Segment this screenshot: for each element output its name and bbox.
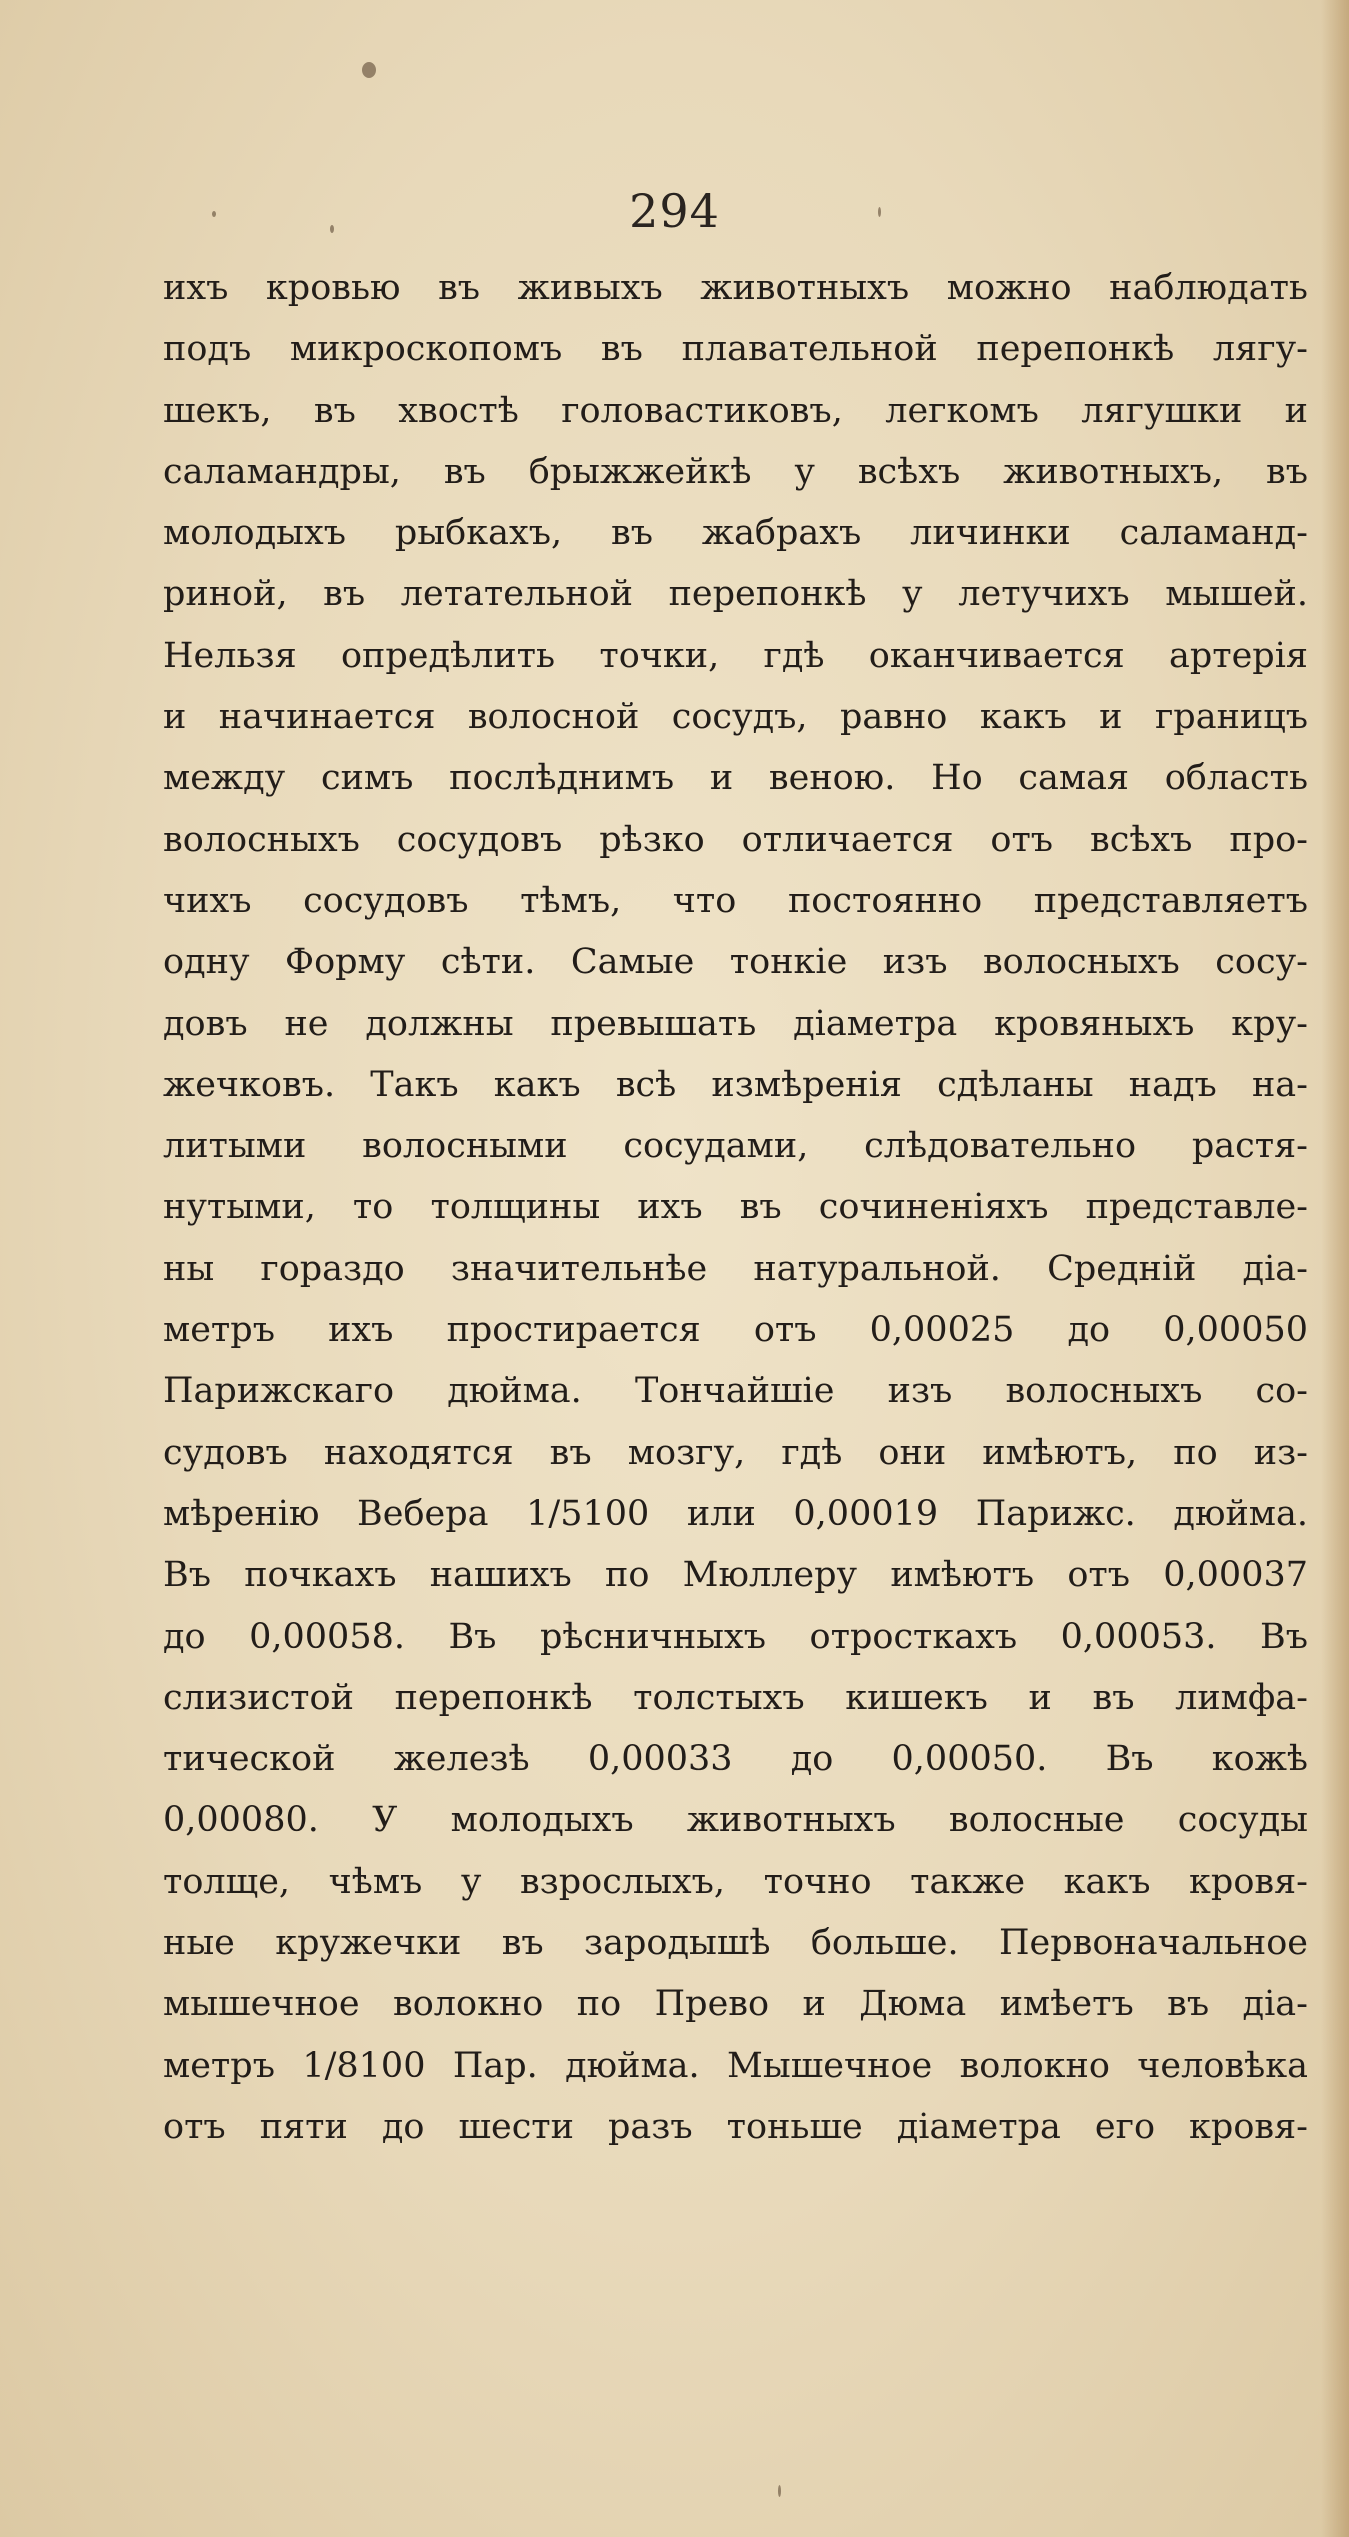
text-line: литыми волосными сосудами, слѣдовательно растя- — [163, 1126, 1308, 1167]
text-line: и начинается волосной сосудъ, равно какъ и границъ — [163, 697, 1308, 738]
page-number: 294 — [629, 184, 720, 238]
text-line: между симъ послѣднимъ и веною. Но самая область — [163, 758, 1308, 799]
text-line: Въ почкахъ нашихъ по Мюллеру имѣютъ отъ 0,00037 — [163, 1555, 1308, 1596]
text-line: метръ ихъ простирается отъ 0,00025 до 0,00050 — [163, 1310, 1308, 1351]
text-line: нутыми, то толщины ихъ въ сочиненіяхъ представле- — [163, 1187, 1308, 1228]
text-line: слизистой перепонкѣ толстыхъ кишекъ и въ лимфа- — [163, 1677, 1308, 1718]
text-line: 0,00080. У молодыхъ животныхъ волосные сосуды — [163, 1800, 1308, 1841]
text-line: чихъ сосудовъ тѣмъ, что постоянно представляетъ — [163, 880, 1308, 921]
text-line: волосныхъ сосудовъ рѣзко отличается отъ всѣхъ про- — [163, 819, 1308, 860]
text-line: толще, чѣмъ у взрослыхъ, точно также какъ кровя- — [163, 1861, 1308, 1902]
text-line: довъ не должны превышать діаметра кровяныхъ кру- — [163, 1003, 1308, 1044]
page-edge-shadow — [1321, 0, 1349, 2537]
text-line: риной, въ летательной перепонкѣ у летучихъ мышей. — [163, 574, 1308, 615]
text-line: тической железѣ 0,00033 до 0,00050. Въ кожѣ — [163, 1739, 1308, 1780]
body-text — [163, 258, 1308, 2158]
text-line: отъ пяти до шести разъ тоньше діаметра его кровя- — [163, 2106, 1308, 2147]
text-line: ны гораздо значительнѣе натуральной. Средній діа- — [163, 1248, 1308, 1289]
text-line: молодыхъ рыбкахъ, въ жабрахъ личинки саламанд- — [163, 513, 1308, 554]
text-line: метръ 1/8100 Пар. дюйма. Мышечное волокно человѣка — [163, 2045, 1308, 2086]
text-line: ные кружечки въ зародышѣ больше. Первоначальное — [163, 1923, 1308, 1964]
ink-speck — [778, 2485, 781, 2497]
text-line: до 0,00058. Въ рѣсничныхъ отросткахъ 0,00053. Въ — [163, 1616, 1308, 1657]
text-line: Парижскаго дюйма. Тончайшіе изъ волосныхъ со- — [163, 1371, 1308, 1412]
text-line: одну Форму сѣти. Самые тонкіе изъ волосныхъ сосу- — [163, 942, 1308, 983]
text-line: шекъ, въ хвостѣ головастиковъ, легкомъ лягушки и — [163, 390, 1308, 431]
text-line: Нельзя опредѣлить точки, гдѣ оканчивается артерія — [163, 635, 1308, 676]
text-line: ихъ кровью въ живыхъ животныхъ можно наблюдать — [163, 268, 1308, 308]
text-line: подъ микроскопомъ въ плавательной перепонкѣ лягу- — [163, 329, 1308, 370]
text-line: саламандры, въ брыжжейкѣ у всѣхъ животныхъ, въ — [163, 451, 1308, 492]
text-line: судовъ находятся въ мозгу, гдѣ они имѣютъ, по из- — [163, 1432, 1308, 1473]
ink-stain — [362, 62, 376, 78]
text-line: мѣренію Вебера 1/5100 или 0,00019 Парижс. дюйма. — [163, 1493, 1308, 1534]
text-line: мышечное волокно по Прево и Дюма имѣетъ въ діа- — [163, 1984, 1308, 2025]
text-line: жечковъ. Такъ какъ всѣ измѣренія сдѣланы надъ на- — [163, 1064, 1308, 1105]
